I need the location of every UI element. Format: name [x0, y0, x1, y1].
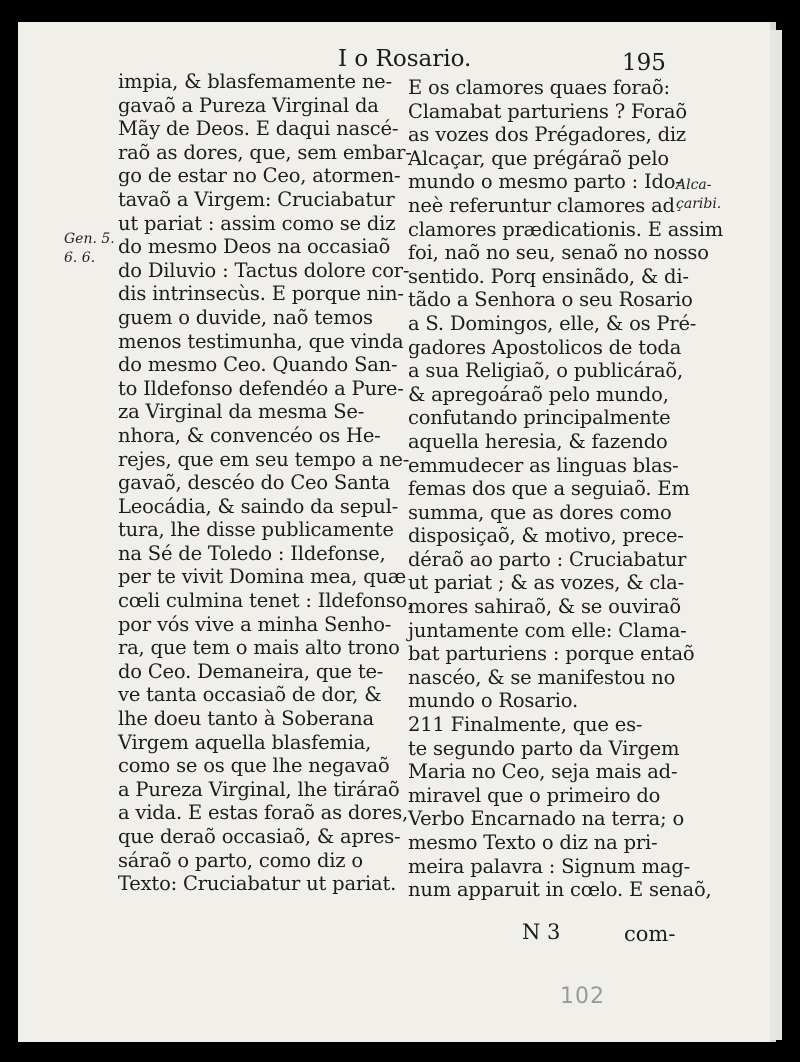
text-line: gavaõ, descéo do Ceo Santa [118, 471, 390, 495]
text-line: confutando principalmente [408, 406, 671, 430]
text-line: Virgem aquella blasfemia, [118, 730, 372, 754]
text-line: per te vivit Domina mea, quæ [118, 565, 406, 589]
text-line: mundo o Rosario. [408, 689, 578, 713]
page-edge [770, 30, 782, 1040]
text-line: nhora, & convencéo os He- [118, 423, 381, 447]
text-line: menos testimunha, que vinda [118, 329, 404, 353]
margin-note-line: Gen. 5. [64, 231, 115, 247]
text-line: como se os que lhe negavaõ [118, 754, 390, 778]
text-line: Maria no Ceo, seja mais ad- [408, 760, 678, 784]
text-line: tavaõ a Virgem: Cruciabatur [118, 187, 395, 211]
text-line: Leocádia, & saindo da sepul- [118, 494, 399, 518]
right-text-column [408, 76, 723, 902]
text-line: 211 Finalmente, que es- [408, 713, 643, 737]
text-line: Verbo Encarnado na terra; o [408, 807, 684, 831]
text-line: déraõ ao parto : Cruciabatur [408, 547, 687, 571]
text-line: do mesmo Ceo. Quando San- [118, 353, 398, 377]
margin-note-line: 6. 6. [64, 250, 96, 266]
text-line: gavaõ a Pureza Virginal da [118, 93, 379, 117]
text-line: a Pureza Virginal, lhe tiráraõ [118, 777, 400, 801]
text-line: go de estar no Ceo, atormen- [118, 164, 401, 188]
text-line: summa, que as dores como [408, 500, 672, 524]
text-line: ve tanta occasiaõ de dor, & [118, 683, 382, 707]
text-line: za Virginal da mesma Se- [118, 400, 365, 424]
text-line: guem o duvide, naõ temos [118, 305, 373, 329]
text-line: num apparuit in cœlo. E senaõ, [408, 878, 712, 902]
text-line: que deraõ occasiaõ, & apres- [118, 825, 401, 848]
text-line: as vozes dos Prégadores, diz [408, 123, 687, 147]
text-line: por vós vive a minha Senho- [118, 612, 392, 636]
left-text-column [118, 70, 413, 896]
text-line: mundo o mesmo parto : Ido- [408, 170, 682, 194]
text-line: raõ as dores, que, sem embar- [118, 140, 412, 164]
pencil-folio-mark: 102 [560, 984, 605, 1009]
text-line: rejes, que em seu tempo a ne- [118, 447, 410, 471]
text-line: femas dos que a seguiaõ. Em [408, 477, 690, 501]
text-line: do mesmo Deos na occasiaõ [118, 235, 391, 259]
signature-mark: N 3 [522, 920, 561, 944]
text-line: Clamabat parturiens ? Foraõ [408, 99, 687, 123]
text-line: ra, que tem o mais alto trono [118, 636, 400, 660]
text-line: aquella heresia, & fazendo [408, 429, 668, 453]
text-line: meira palavra : Signum mag- [408, 854, 690, 878]
text-line: a S. Domingos, elle, & os Pré- [408, 311, 697, 335]
text-line: emmudecer as linguas blas- [408, 453, 679, 477]
text-line: do Ceo. Demaneira, que te- [118, 659, 384, 683]
text-line: & apregoáraõ pelo mundo, [408, 382, 669, 406]
text-line: gadores Apostolicos de toda [408, 335, 682, 359]
text-line: te segundo parto da Virgem [408, 736, 680, 760]
text-line: disposiçaõ, & motivo, prece- [408, 524, 684, 548]
text-line: tãdo a Senhora o seu Rosario [408, 288, 693, 312]
running-title: I o Rosario. [338, 46, 472, 72]
text-line: to Ildefonso defendéo a Pure- [118, 376, 404, 400]
text-line: sáraõ o parto, como diz o [118, 848, 363, 872]
text-line: do Diluvio : Tactus dolore cor- [118, 258, 410, 282]
text-line: clamores prædicationis. E assim [408, 217, 724, 241]
text-line: ut pariat : assim como se diz [118, 211, 396, 235]
text-line: a vida. E estas foraõ as dores, [118, 801, 408, 825]
margin-note-line: Alca- [676, 177, 712, 193]
text-line: a sua Religiaõ, o publicáraõ, [408, 359, 683, 383]
text-line: ut pariat ; & as vozes, & cla- [408, 571, 684, 595]
text-line: neè referuntur clamores ad [408, 193, 675, 217]
text-line: mores sahiraõ, & se ouviraõ [408, 595, 681, 619]
text-line: cœli culmina tenet : Ildefonso, [118, 589, 414, 613]
text-line: impia, & blasfemamente ne- [118, 70, 392, 93]
text-line: Mãy de Deos. E daqui nascé- [118, 117, 399, 141]
text-line: miravel que o primeiro do [408, 783, 661, 807]
text-line: foi, naõ no seu, senaõ no nosso [408, 241, 709, 265]
margin-note-line: çaribi. [676, 196, 722, 212]
text-line: Alcaçar, que prégáraõ pelo [408, 146, 669, 170]
text-line: juntamente com elle: Clama- [408, 618, 687, 642]
text-line: lhe doeu tanto à Soberana [118, 707, 374, 731]
text-line: na Sé de Toledo : Ildefonse, [118, 541, 386, 565]
text-line: dis intrinsecùs. E porque nin- [118, 282, 404, 306]
text-line: nascéo, & se manifestou no [408, 665, 676, 689]
page-number: 195 [622, 50, 666, 76]
text-line: bat parturiens : porque entaõ [408, 642, 695, 666]
margin-note-left [64, 230, 115, 268]
text-line: mesmo Texto o diz na pri- [408, 831, 658, 854]
catchword: com- [624, 922, 676, 946]
text-line: E os clamores quaes foraõ: [408, 76, 670, 99]
text-line: Texto: Cruciabatur ut pariat. [118, 872, 397, 896]
text-line: tura, lhe disse publicamente [118, 518, 394, 542]
text-line: sentido. Porq ensinãdo, & di- [408, 264, 689, 288]
